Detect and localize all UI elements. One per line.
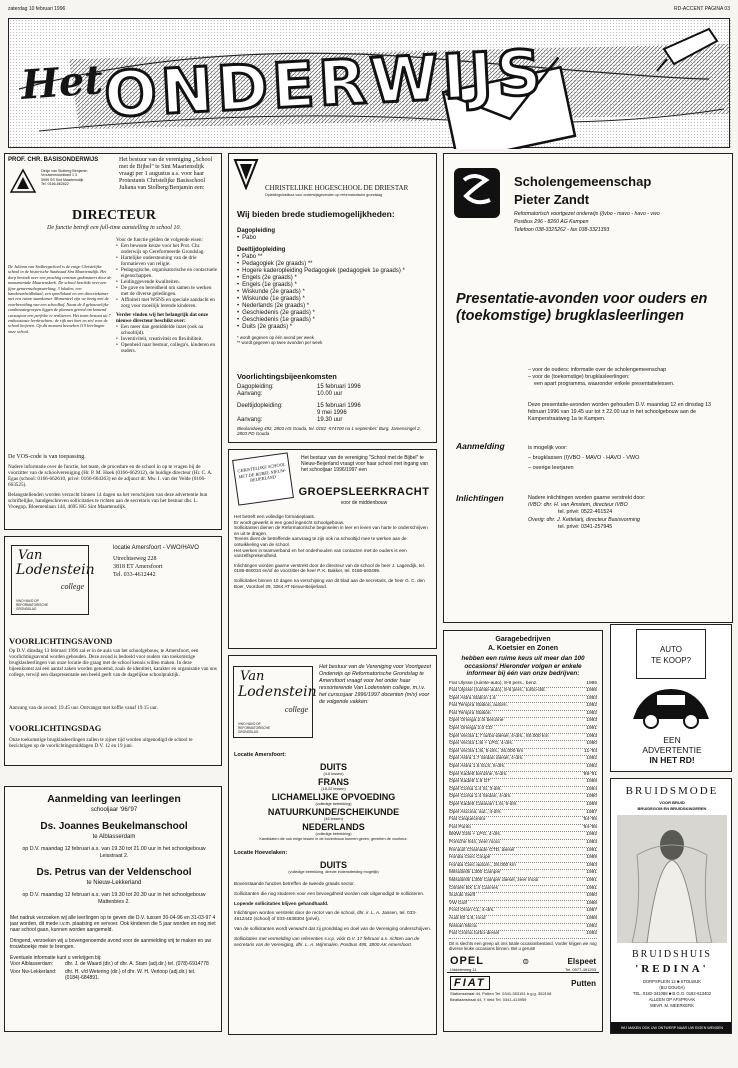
occasion-model: BMW 316i + LPG, 4-drs. xyxy=(449,832,502,838)
occasion-row xyxy=(449,870,597,878)
aanmelding-text: Met nadruk verzoeken wij alle leerlingen op te geven die D.V. tussen 30-04-96 en 31-03-97 4 jaar worden, dit mede i.v.m. plaatsing en vervoer. Ook kinderen die 5 jaar worden en nog niet naar school gaan, kunnen worden aangemeld. Dringend, verzoeken wij u bovengenoemde avond voor de aanmelding vrij te maken en uw trouwboekje mee te brengen. Eventuele informatie kunt u verkrijgen bij: Voor Alblasserdam: dhr. J. de Waard (dir.) of dhr. A. Stam (adj.dir.) tel. (078)-6914778 Voor Nw-Lekkerland: dhr. H. v/d Wetering (dir.) of dhr. W. H. Verloop (adj.dir.) tel. (0184)-684891. xyxy=(10,915,216,981)
opel-dealer: OPEL ⊜ Elspeet xyxy=(450,955,596,968)
occasion-year: 1986 xyxy=(586,900,597,906)
occasion-model: Fiat Croma turbo-diesel xyxy=(449,931,500,937)
occasion-row xyxy=(449,916,597,924)
zandt-inlichtingen-label: Inlichtingen xyxy=(456,493,504,503)
occasion-year: 1994 xyxy=(586,786,597,792)
ad-auto-te-koop xyxy=(610,624,732,772)
occasion-list xyxy=(447,681,599,939)
vakken-amersfoort: DUITS (4-6 lessen) FRANS (18-22 lessen) LICHAMELIJKE OPVOEDING (volledige betrekking) NATUURKUNDE/SCHEIKUNDE (46 lessen) NEDERLANDS (volledige betrekking) Kandidaten die ook enige lessen in de bovenbouw kunnen geven, genieten de voorkeur. xyxy=(259,762,408,841)
occasion-model: Porsche 944, zeer mooi xyxy=(449,839,500,845)
page-date: zaterdag 10 februari 1996 xyxy=(8,6,66,12)
occasion-year: 1989 xyxy=(586,855,597,861)
occasion-row xyxy=(449,718,597,726)
occasion-year: 1993 xyxy=(586,695,597,701)
occasion-year: 1993 xyxy=(586,733,597,739)
ad-koetsier xyxy=(443,630,603,1032)
occasion-year: 1991 xyxy=(586,847,597,853)
occasion-year: 1995 xyxy=(586,688,597,694)
occasion-row xyxy=(449,703,597,711)
occasion-model: Fiat Cinquecento xyxy=(449,817,486,823)
lodenstein2-body: Bovenstaande functies betreffen de tweede graads sector. Sollicitanten die nog studeren voor een bevoegdheid worden ook uitgenodigd te solliciteren. Lopende sollicitaties blijven gehandhaafd. Inlichtingen worden verstrekt door de rector van de school, dhr. ir. L. A. Jansen, tel. 033-4612442 (school) of 033-4638304 (privé). Van de sollicitanten wordt verwacht dat zij grondslag en doel van de Vereniging onderschrijven. Sollicitaties met vermelding van referenties s.v.p. vóór D.V. 17 februari a.s. richten aan de secretaris van de Vereniging, dhr. L. A. Wijnmalen, Postbus 495, 3800 AK Amersfoort. xyxy=(234,881,432,947)
occasion-model: Opel Vectra 1.7 turbo-diesel, 4-drs., 60.000 km xyxy=(449,733,549,739)
occasion-model: Honda Civic autom., 28.000 km xyxy=(449,862,516,868)
lodenstein-logo-2: Van Lodenstein college VWO HAVO OP REFORMATORISCHE GRONDSLAG xyxy=(233,666,313,738)
ad-groepsleerkracht xyxy=(228,449,437,649)
occasion-model: Opel Omega 2.0i benzine xyxy=(449,718,504,724)
vos-code: De VOS-code is van toepassing. xyxy=(8,454,86,460)
occasion-model: Fiat Ulysse (ruimte-auto), 8-9 pers., turbo-dsl. xyxy=(449,688,546,694)
vakken-hoevelaken: DUITS (volledige betrekking, directe indiensttreding mogelijk) xyxy=(288,860,379,874)
occasion-year: '94-'95 xyxy=(582,824,597,830)
driestar-vb-heading: Voorlichtingsbijeenkomsten xyxy=(237,372,337,381)
koetsier-name-2: A. Koetsier en Zonen xyxy=(487,644,558,652)
ad-driestar xyxy=(228,153,437,443)
zandt-headline: Presentatie-avonden voor ouders en (toekomstige) brugklasleerlingen xyxy=(456,291,708,324)
ad-pieter-zandt xyxy=(443,153,733,623)
occasion-row xyxy=(449,802,597,810)
driestar-dates: Dagopleiding: 15 februari 1996 Aanvang: 10.00 uur Deeltijdopleiding: 15 februari 1996 9 mei 1996 Aanvang: 19.30 uur xyxy=(237,384,361,423)
occasion-model: Ford Orion CL, 4-drs. xyxy=(449,908,495,914)
occasion-year: 1992 xyxy=(586,703,597,709)
occasion-model: Opel Kadett 1.8 GT xyxy=(449,779,491,785)
school-1-name: Ds. Joannes Beukelmanschool xyxy=(40,821,188,832)
occasion-row xyxy=(449,878,597,886)
occasion-model: Fiat Ulysse (ruimte-auto), 8-9 pers., benz. xyxy=(449,680,538,686)
occasion-model: Opel Omega 2.0 CD xyxy=(449,726,493,732)
school-2-name: Ds. Petrus van der Veldenschool xyxy=(36,867,192,878)
school-2-location: te Nieuw-Lekkerland xyxy=(86,880,142,886)
occasion-year: 1983 xyxy=(586,839,597,845)
school-2-when: op D.V. maandag 12 februari a.s. van 19.30 tot 20.30 uur in het schoolgebouw Mattenbies 2. xyxy=(22,892,206,905)
occasion-year: 1990 xyxy=(586,741,597,747)
prof-info: Nadere informatie over de functie, het team, de procedure en de school in op te vragen bij de voorzitter van de schoolvereniging (Hr. P. M. Hoek (0166-662912), de huidige directeur (Hr. C. A. Egas (school: 0166-662610, privé: 0166-664363) en de adjunct dr. Mw. I. van der Velde (0166-663525). xyxy=(8,464,213,488)
fiat-logo: FIAT xyxy=(450,976,490,990)
vacancy-subtitle: De functie betreft een full-time aanstelling in school 10. xyxy=(47,225,181,231)
school-description: De Juliana van Stolbergschool is de enige Christelijke school in de historische Stadsstad Sint Maartensdijk. Het dorp bevindt over een prachtig centrum gedominert door de monumentale Maartenskerk. De school beschikt over een fijne gemeenschapswerking, 3 lokalen, een handenarbeidlokaal, een speellokaal en een directiekamer met een ruime stamkamer. Momenteel zijn we bezig met de voorbereiding van een schoolhof. Naast de 4 gebouwelijke combinatiegroepen liggen de plannen gereed om komend cursusjaar een perfekte te realiseren. Het team bestaat uit 7 enthousiaste leerkrachten; de rijk met hart en ziel voor de school beijeren. Op dit moment bezoeken 115 leerlingen onze school. xyxy=(8,264,112,334)
occasion-model: Opel Vectra 1.8i + LPG, 4-drs. xyxy=(449,741,514,747)
occasion-model: VW Golf xyxy=(449,900,467,906)
banner-title: ONDERWIJS xyxy=(102,35,547,132)
zandt-addr: Postbus 296 - 8260 AG Kampen xyxy=(514,219,589,225)
occasion-year: 1992 xyxy=(586,931,597,937)
lodenstein-location: locatie Amersfoort - VWO/HAVO xyxy=(113,545,199,551)
redina-name: 'REDINA' xyxy=(635,963,709,975)
school-1-location: te Alblasserdam xyxy=(92,834,136,840)
zandt-desc: Reformatorisch voortgezet onderwijs (i)vbo - mavo - havo - vwo xyxy=(514,211,660,217)
nieuw-beijerland-logo: CHRISTELIJKE SCHOOL MET DE BIJBEL NIEUW-BEIJERLAND xyxy=(232,452,294,505)
occasion-row xyxy=(449,855,597,863)
fiat-dealer: FIAT Putten xyxy=(447,976,599,990)
voorlichtingsavond-title: VOORLICHTINGSAVOND xyxy=(9,636,113,646)
occasion-year: 1989 xyxy=(586,802,597,807)
lodenstein-logo: Van Lodenstein college VWO HAVO OP REFORMATORISCHE GRONDSLAG xyxy=(11,545,89,615)
school-logo-icon xyxy=(9,168,37,194)
occasion-year: 1991 xyxy=(586,870,597,876)
aanmelding-sub: schooljaar '96/'97 xyxy=(90,807,138,813)
prof-intro: Het bestuur van de vereniging „School met de Bijbel" te Sint Maartensdijk vraagt per 1 augustus a.s. voor haar Protestants Christelijke Basisschool Juliana van Stolberg/Benjamin een: xyxy=(119,157,213,191)
occasion-row xyxy=(449,924,597,932)
fiat-contact: Stationsstraat 44, Putten Tel. 0341-353151 b.g.g. 352108 Beatlaanstraat 44, 't Veld Tel. 0341-413959 xyxy=(450,991,552,1002)
aanmelding-title: Aanmelding van leerlingen xyxy=(47,793,181,805)
occasion-row xyxy=(449,893,597,901)
driestar-sub: Opleidingsinstituut voor onderwijsgevenden op reformatorische grondslag xyxy=(265,193,383,197)
koetsier-slogan: hebben een ruime keus uit meer dan 100 occasions! Hieronder volgen er enkele informeer bij één van onze bedrijven: xyxy=(461,655,585,677)
voorlichtingsdag-title: VOORLICHTINGSDAG xyxy=(9,723,102,733)
occasion-model: Opel Astra Station 1.6 xyxy=(449,695,496,701)
locatie-hoevelaken: Locatie Hoevelaken: xyxy=(234,850,288,856)
occasion-model: Opel Corsa 1.4 Si, 3-drs. xyxy=(449,786,502,792)
zandt-aanmelding-label: Aanmelding xyxy=(456,441,505,451)
zandt-items: – voor de ouders: informatie over de scholengemeenschap – voor de (toekomstige) brugklasleerlingen: een apart programma, waaronder enkele presentatielessen. xyxy=(528,367,728,388)
occasion-model: Fiat Punto xyxy=(449,824,471,830)
occasion-model: Citroën BX 1.4 Cannes xyxy=(449,885,499,891)
ad-aanmelding-leerlingen xyxy=(4,786,222,1032)
occasion-year: 1991 xyxy=(586,877,597,883)
bruidsmode-sub2: BRUIDEGOM EN BRUIDSKINDEREN xyxy=(637,806,707,811)
occasion-model: Opel Vectra 1.8i, 5-drs., 26.000 km xyxy=(449,748,524,754)
occasion-year: 1993 xyxy=(586,718,597,724)
occasion-row xyxy=(449,817,597,825)
bruidshuis-footer: WIJ MAKEN OOK UW ONTWERP NAAR UW EIGEN WENSEN xyxy=(611,1022,732,1034)
occasion-year: 1988 xyxy=(586,779,597,785)
occasion-model: Audi 80 1.8, rood xyxy=(449,915,486,921)
occasion-model: Mitsubishi L300 Camper xyxy=(449,870,501,876)
occasion-year: 1995 xyxy=(586,680,597,686)
occasion-model: Honda Civic Coupé xyxy=(449,855,491,861)
occasion-row xyxy=(449,832,597,840)
groeps-intro: Het bestuur van de vereniging "School met de Bijbel" te Nieuw-Beijerland vraagt voor haar school met ingang van het schooljaar 1996/1997 een xyxy=(301,455,429,473)
driestar-courses: Dagopleiding • Pabo Deeltijdopleiding • Pabo ** • Pedagogiek (2e graads) ** • Hogere kaderopleiding Pedagogiek (pedagogiek 1e graads) * • Engels (2e graads) * • Engels (1e graads) * • Wiskunde (2e graads) * • Wiskunde (1e graads) * • Nederlands (2e graads) * • Geschiedenis (2e graads) * • Geschiedenis (1e graads) * • Duits (2e graads) * * wordt gegeven op één avond per week ** wordt gegeven op twee avonden per week xyxy=(237,228,427,345)
zandt-aanmelding: is mogelijk voor: – brugklassen (I)VBO - MAVO - HAVO - VWO – overige leerjaren xyxy=(528,443,728,473)
occasion-row xyxy=(449,741,597,749)
occasion-model: Mitsubishi L300 Camper diesel, zeer mooi xyxy=(449,877,539,883)
occasion-row xyxy=(449,886,597,894)
page-section: RD-ACCENT PAGINA 03 xyxy=(674,6,730,12)
zandt-tel: Telefoon 038-3325262 - fax 038-3321393 xyxy=(514,227,610,233)
bruidshuis-title: BRUIDSHUIS xyxy=(631,949,712,960)
groeps-body: Het betreft een volledige formatieplaats. Er wordt gewerkt in een goed ingericht schoolgebouw. Sollicitanten dienen de Reformatorische beginselen in leer en leven van harte te onderschrijven en uit te dragen. Tevens dient de betreffende aanvraag te zijn ook na schooltijd mee te werken aan de ontwikkeling van de school. Het werken in teamverband en het onderhouden van contacten met de ouders is een vanzelfsprekendheid. Inlichtingen worden gaarne verstrekt door de directeur van de school de heer J. Lagendijk, tel. 0186-660034 en/of de voorzitter de heer P. K. Bakker, tel. 0186-660499. Sollicitaties binnen 10 dagen na verschijning van dit blad aan de secretaris, de heer G. C. den Boer, Voordoel 29, 3264 AT Nieuw-Beijerland. xyxy=(234,514,428,589)
occasion-model: Fiat Tempra Station xyxy=(449,710,491,716)
prof-apply: Belangstellenden worden verzocht binnen 14 dagen na het verschijnen van deze advertentie hun schriftelijke, handgeschreven sollicitaties te richten aan de secretaris van het bestuur dhr. L. Vroegop, Bloemenlaan 144, 4695 HG Sint Maartensdijk. xyxy=(8,492,208,510)
bride-photo xyxy=(617,815,727,943)
occasion-model: Opel Kadett benzine, 5-drs. xyxy=(449,771,508,777)
occasion-year: 1992 xyxy=(586,756,597,762)
occasion-year: 1991 xyxy=(586,885,597,891)
opel-logo-icon: ⊜ xyxy=(522,956,530,966)
occasion-model: Nissan Micra xyxy=(449,923,477,929)
occasion-year: 1992 xyxy=(586,832,597,838)
occasion-year: 1991 xyxy=(586,726,597,732)
occasion-year: 1992 xyxy=(586,923,597,929)
occasion-row xyxy=(449,756,597,764)
occasion-row xyxy=(449,794,597,802)
occasion-year: '94-'95 xyxy=(582,817,597,823)
occasion-model: Opel Corsa 1.4 Sedan, 4-drs. xyxy=(449,794,512,800)
occasion-year: 1987 xyxy=(586,908,597,914)
banner-het: Het xyxy=(19,56,105,109)
occasion-model: Opel Ascona, aut., 4-drs. xyxy=(449,809,502,815)
zandt-inlichtingen: Nadere inlichtingen worden gaarne verstrekt door: IVBO: dhr. H. van Amstem, directeur IVBO tel. privé: 0522-461524 Overig: dhr. J. Kettelarij, directeur Basisvorming tel. privé: 0341-257945 xyxy=(528,495,646,530)
opel-logo: OPEL xyxy=(450,955,484,968)
groeps-sub: voor de middenbouw xyxy=(340,500,388,506)
auto-ad-text: EEN ADVERTENTIE IN HET RD! xyxy=(642,735,702,765)
koetsier-note: Dit is slechts een greep uit ons totale occasionbestand. Vorder krijgen we nog diverse leuke occasions binnen. Bel u gerust! xyxy=(449,940,597,951)
occasion-year: 1992 xyxy=(586,710,597,716)
occasion-row xyxy=(449,840,597,848)
opel-contact: Uddelerweg 11 Tel. 0577-491293 xyxy=(447,967,599,973)
zandt-name-2: Pieter Zandt xyxy=(514,192,590,207)
car-icon xyxy=(629,679,713,729)
occasion-year: 1990 xyxy=(586,794,597,800)
occasion-model: Opel Astra 1.7 Sedan diesel, 4-drs. xyxy=(449,756,524,762)
school-name: PROF. CHR. BASISONDERWIJS xyxy=(8,157,99,163)
occasion-row xyxy=(449,931,597,939)
occasion-year: 11-'93 xyxy=(584,748,597,754)
occasion-model: Suzuki Swift xyxy=(449,893,476,899)
driestar-logo-icon xyxy=(233,158,259,190)
locatie-amersfoort: Locatie Amersfoort: xyxy=(234,752,287,758)
lodenstein2-intro: Het bestuur van de Vereniging voor Voortgezet Onderwijs op Reformatorische Grondslag te Amersfoort vraagt voor het onder haar ressorterende Van Lodenstein college, m.i.v. het cursusjaar 1996/1997 docenten (m/v) voor de volgende vakken: xyxy=(319,664,431,705)
voorlichtingsdag-text: Onze toekomstige brugklasleerlingen zullen te zijner tijd worden uitgenodigd de school te bezichtigen op de voorlichtingsmiddagen D.V. 12 en 19 juni. xyxy=(9,737,193,749)
occasion-row xyxy=(449,908,597,916)
driestar-name: CHRISTELIJKE HOGESCHOOL DE DRIESTAR xyxy=(265,184,409,192)
zandt-name-1: Scholengemeenschap xyxy=(514,174,652,189)
voorlichtingsavond-time: Aanvang van de avond: 19.45 uur. Ontvangst met koffie vanaf 19.15 uur. xyxy=(9,705,158,711)
occasion-row xyxy=(449,764,597,772)
zandt-when: Deze presentatie-avonden worden gehouden D.V. maandag 12 en dinsdag 13 februari 1996 van 19.45 uur tot ± 22.00 uur in het schoolgebouw aan de Kamperstraatweg 1a te Kampen. xyxy=(528,402,711,422)
koetsier-name-1: Garagebedrijven xyxy=(495,636,551,643)
occasion-row xyxy=(449,681,597,689)
occasion-model: Renault Chamade GTD, diesel xyxy=(449,847,515,853)
driestar-footer: Bleulandweg 492, 2803 HS Gouda, tel. 0182 -574700 na 1 september: Burg. Jamessingel 2, 2803 PD Gouda xyxy=(237,426,421,437)
school-address: Dirkje van Stolberg Benjamin Vrouwennoordkant 1 3 3999 SS Sint Maartensdijk Tel. 0166-662822 xyxy=(41,169,88,187)
driestar-heading: Wij bieden brede studiemogelijkheden: xyxy=(237,209,395,219)
bruidsmode-sub1: VOOR BRUID xyxy=(659,800,685,805)
bruidsmode-title: BRUIDSMODE xyxy=(625,785,719,797)
banner xyxy=(8,18,730,148)
ad-lodenstein-vacatures xyxy=(228,655,437,1035)
occasion-model: Fiat Tempra Station, autom. xyxy=(449,703,508,709)
ad-bruidsmode xyxy=(610,778,732,1034)
sign-board: AUTO TE KOOP? xyxy=(636,629,706,679)
occasion-row xyxy=(449,688,597,696)
occasion-year: 1992 xyxy=(586,764,597,770)
occasion-model: Opel Kadett Caravan 1.6i, 5-drs. xyxy=(449,802,518,807)
bruidshuis-address: DORPSPLEIN 12 ■ STOLWIJK (BIJ GOUDA) TEL. 0182-341088 ■ B.G.G. 0182-513402 ALLEEN OP AFSPRAAK MEVR. M. MEERKERK xyxy=(632,979,712,1008)
occasion-year: 1988 xyxy=(586,915,597,921)
school-1-when: op D.V. maandag 12 februari a.s. van 19.30 tot 21.00 uur in het schoolgebouw Leisstraat 2. xyxy=(22,846,206,859)
requirements: Voor de functie gelden de volgende eisen: • Een bewuste keuze voor het Prot. Chr. onderwijs op Gereformeerde Grondslag. • Hartelijke ondersteuning van de drie formatieven van religie. • Pedagogische, organisatorische en contactuele eigenschappen. • Leidinggevende kwaliteiten. • De gave en bereidheid om samen te werken met de diverse geledingen. • Affiniteit met WSNS en speciale aandacht en zorg voor moeilijk lerende kinderen. Verder vinden wij het belangrijk dat onze nieuwe directeur beschikt over: • Een meer dan gemiddelde inzet (ook na schooltijd). • Inventiviteit, creativiteit en flexibiliteit. • Openheid naar bestuur, collega's, kinderen en ouders. xyxy=(116,237,219,354)
occasion-year: '89-'91 xyxy=(582,771,597,777)
occasion-year: 1987 xyxy=(586,809,597,815)
lodenstein-address: Utrechtseweg 228 3818 ET Amersfoort Tel. 033-4612442 xyxy=(113,556,163,578)
occasion-model: Opel Astra 1.6 GLS, 5-drs. xyxy=(449,764,506,770)
vacancy-title: DIRECTEUR xyxy=(71,208,156,223)
occasion-row xyxy=(449,726,597,734)
zandt-logo-icon xyxy=(452,166,502,220)
voorlichtingsavond-text: Op D.V. dinsdag 13 februari 1996 zal er in de aula van het schoolgebouw, te Amersfoort, een voorlichtingsavond worden gehouden. Deze avond is bedoeld voor ouders van toekomstige brugklasleerlingen van onze locatie die graag met de school kennis willen maken. In deze bijeenkomst zal een aantal zaken worden genoemd, zoals de identiteit, karakter en organisatie van ons college, terwijl een diaspresentatie een beeld geeft van de dagelijkse schoolpraktijk. xyxy=(9,648,217,678)
ad-lodenstein-voorlichting xyxy=(4,536,222,766)
groeps-title: GROEPSLEERKRACHT xyxy=(298,486,430,498)
occasion-row xyxy=(449,779,597,787)
occasion-year: 1993 xyxy=(586,862,597,868)
ad-prof-basisonderwijs xyxy=(4,153,222,530)
occasion-year: 1990 xyxy=(586,893,597,899)
